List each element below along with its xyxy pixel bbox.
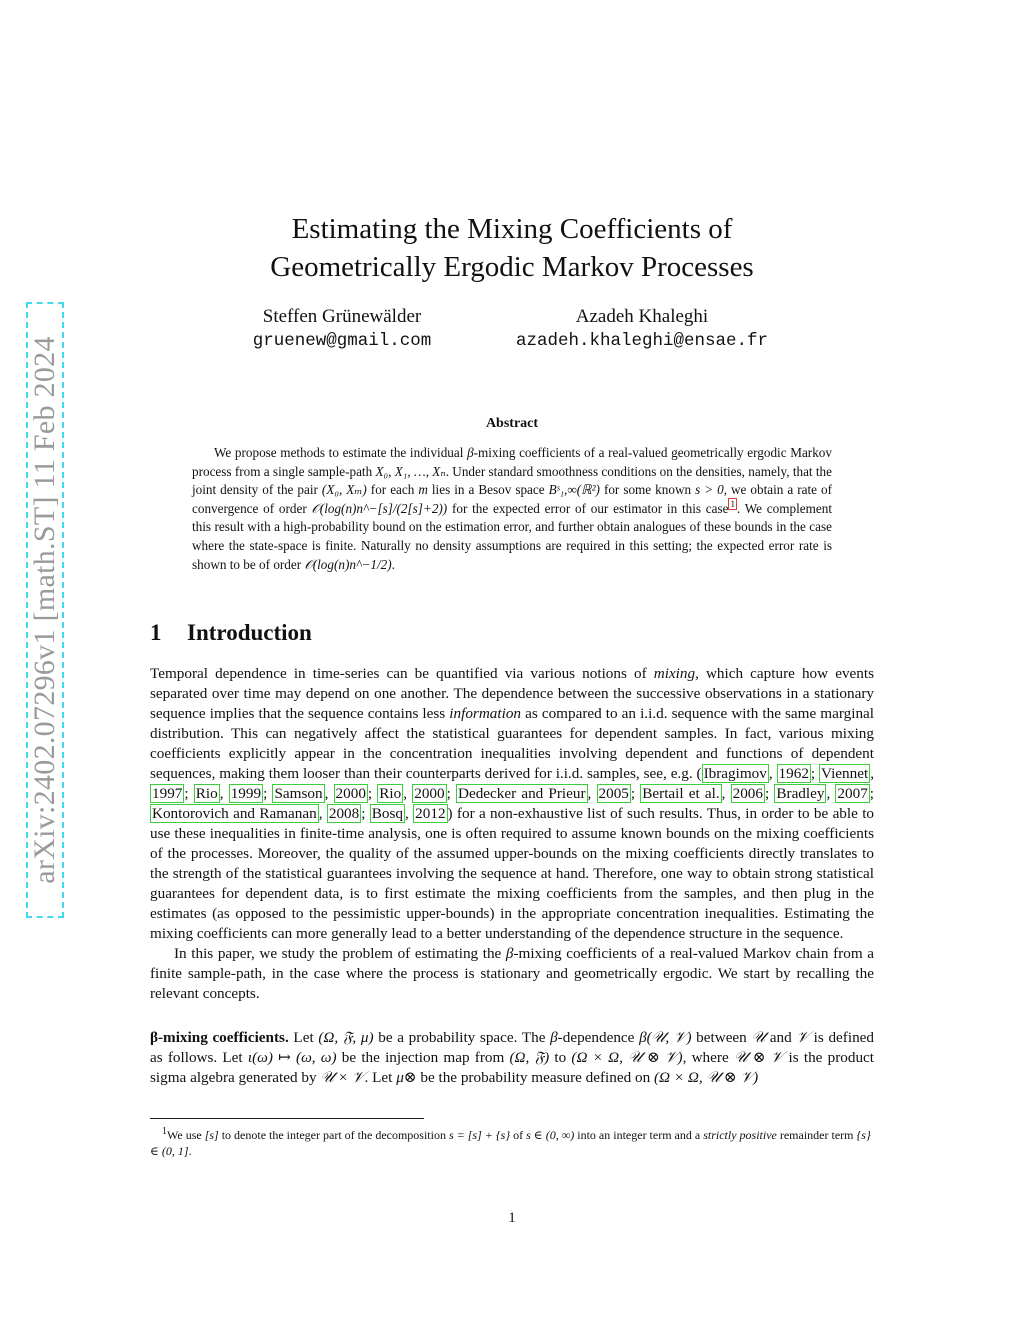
title-line-1: Estimating the Mixing Coefficients of [291,213,733,245]
abstract-body [192,444,832,574]
citation-link[interactable]: Ibragimov [703,765,767,782]
citation-link[interactable]: Rio [379,785,402,802]
introduction-body [150,664,874,1088]
footnote-text: $^1$We use [s] to denote the integer part of the decomposition s = [s] + {s} of s ∈ (0, ∞) into an integer term and a strictly positive remainder term {s} ∈ (0, 1]. [150,1126,871,1158]
citation-link[interactable]: 2012 [415,805,446,822]
intro-paragraph-2: In this paper, we study the problem of estimating the β-mixing coefficients of a real-valued Markov chain from a finite sample-path, in the case where the process is stationary and geometrically ergodic. We start by recalling the relevant concepts. [150,945,874,1002]
arxiv-stamp[interactable] [26,302,64,918]
citation-link[interactable]: Dedecker and Prieur [457,785,586,802]
paragraph-heading: β-mixing coefficients. [150,1029,289,1046]
citation-link[interactable]: 2005 [598,785,629,802]
footnote-link[interactable]: 1 [730,499,735,510]
citation-link[interactable]: Bosq [371,805,404,822]
section-title: Introduction [187,620,312,645]
page-number: 1 [508,1210,516,1226]
section-number: 1 [150,620,162,645]
paper-title [200,210,824,286]
citation-link[interactable]: 2000 [414,785,445,802]
footnote [150,1124,874,1159]
citation-link[interactable]: Kontorovich and Ramanan [152,805,317,822]
citation-link[interactable]: Samson [274,785,323,802]
author-name: Azadeh Khaleghi [575,306,709,327]
author-email[interactable]: azadeh.khaleghi@ensae.fr [515,331,769,351]
citation-link[interactable]: 2006 [732,785,763,802]
author-name: Steffen Grünewälder [262,306,422,327]
title-line-2: Geometrically Ergodic Markov Processes [270,251,754,283]
citation-link[interactable]: 2000 [335,785,366,802]
author-1 [232,305,452,353]
abstract-heading: Abstract [485,416,539,431]
citation-link[interactable]: 2007 [837,785,868,802]
footnote-divider [150,1118,424,1119]
citation-link[interactable]: 1999 [230,785,262,802]
citation-link[interactable]: 2008 [328,805,360,822]
section-heading [150,620,312,646]
citation-link[interactable]: 1997 [152,785,183,802]
abstract-paragraph: We propose methods to estimate the individual β-mixing coefficients of a real-valued geometrically ergodic Markov process from a single sample-path X₀, X₁, …, Xₙ. Under standard smoothness conditions on the densities, namely, that the joint density of the pair (X₀, Xₘ) for each m lies in a Besov space Bˢ₁,∞(ℝ²) for some known s > 0, we obtain a rate of convergence of order 𝒪(log(n)n^−[s]/(2[s]+2)) for the expected error of our estimator in this case $^1$ . We complement this result with a high-probability bound on the estimation error, and further obtain analogues of these bounds in the case where the state-space is finite. Naturally no density assumptions are required in this setting; the expected error rate is shown to be of order 𝒪(log(n)n^−1/2). [192,445,833,572]
citation-link[interactable]: Bradley [776,785,825,802]
citation-link[interactable]: Rio [195,785,218,802]
citation-link[interactable]: Viennet [821,765,869,782]
footnote-mark: 1 [162,1126,167,1137]
citation-link[interactable]: 1962 [778,765,809,782]
author-email[interactable]: gruenew@gmail.com [252,331,432,351]
beta-mixing-paragraph: β-mixing coefficients. Let (Ω, 𝔉, μ) be a probability space. The β-dependence β(𝒰, 𝒱) between 𝒰 and 𝒱 is defined as follows. Let ι(ω) ↦ (ω, ω) be the injection map from (Ω, 𝔉) to (Ω × Ω, 𝒰 ⊗ 𝒱), where 𝒰 ⊗ 𝒱 is the product sigma algebra generated by 𝒰 × 𝒱. Let μ⊗ be the probability measure defined on (Ω × Ω, 𝒰 ⊗ 𝒱) [150,1029,875,1086]
intro-paragraph-1: Temporal dependence in time-series can be quantified via various notions of mixing, which capture how events separated over time may depend on one another. The dependence between the successive observations in a stationary sequence implies that the sequence contains less information as compared to an i.i.d. sequence with the same marginal distribution. This can negatively affect the statistical guarantees for dependent samples. In fact, various mixing coefficients explicitly appear in the concentration inequalities involving dependent and functions of dependent sequences, making them looser than their counterparts derived for i.i.d. samples, see, e.g. ( Ibragimov , 1962 ; Viennet , 1997 ; Rio , 1999 ; Samson , 2000 ; Rio , 2000 ; Dedecker and Prieur , 2005 ; Bertail et al. , 2006 ; Bradley , 2007 ; Kontorovich and Ramanan , 2008 ; Bosq , 2012 ) for a non-exhaustive list of such results. Thus, in order to be able to use these inequalities in finite-time analysis, one is often required to assume known bounds on the mixing coefficients of the processes. Moreover, the quality of the assumed upper-bounds on the mixing coefficients directly translates to the strength of the statistical guarantees involving the sequence at hand. Therefore, one way to obtain strong statistical guarantees for dependent data, is to first estimate the mixing coefficients from the samples, and then plug in the estimates (as opposed to the pessimistic upper-bounds) in the appropriate concentration inequalities. Estimating the mixing coefficients can more generally lead to a better understanding of the dependence structure in the sequence. [150,665,875,942]
author-2 [492,305,792,353]
citation-link[interactable]: Bertail et al. [642,785,720,802]
arxiv-id[interactable]: arXiv:2402.07296v1 [math.ST] 11 Feb 2024 [28,336,62,884]
